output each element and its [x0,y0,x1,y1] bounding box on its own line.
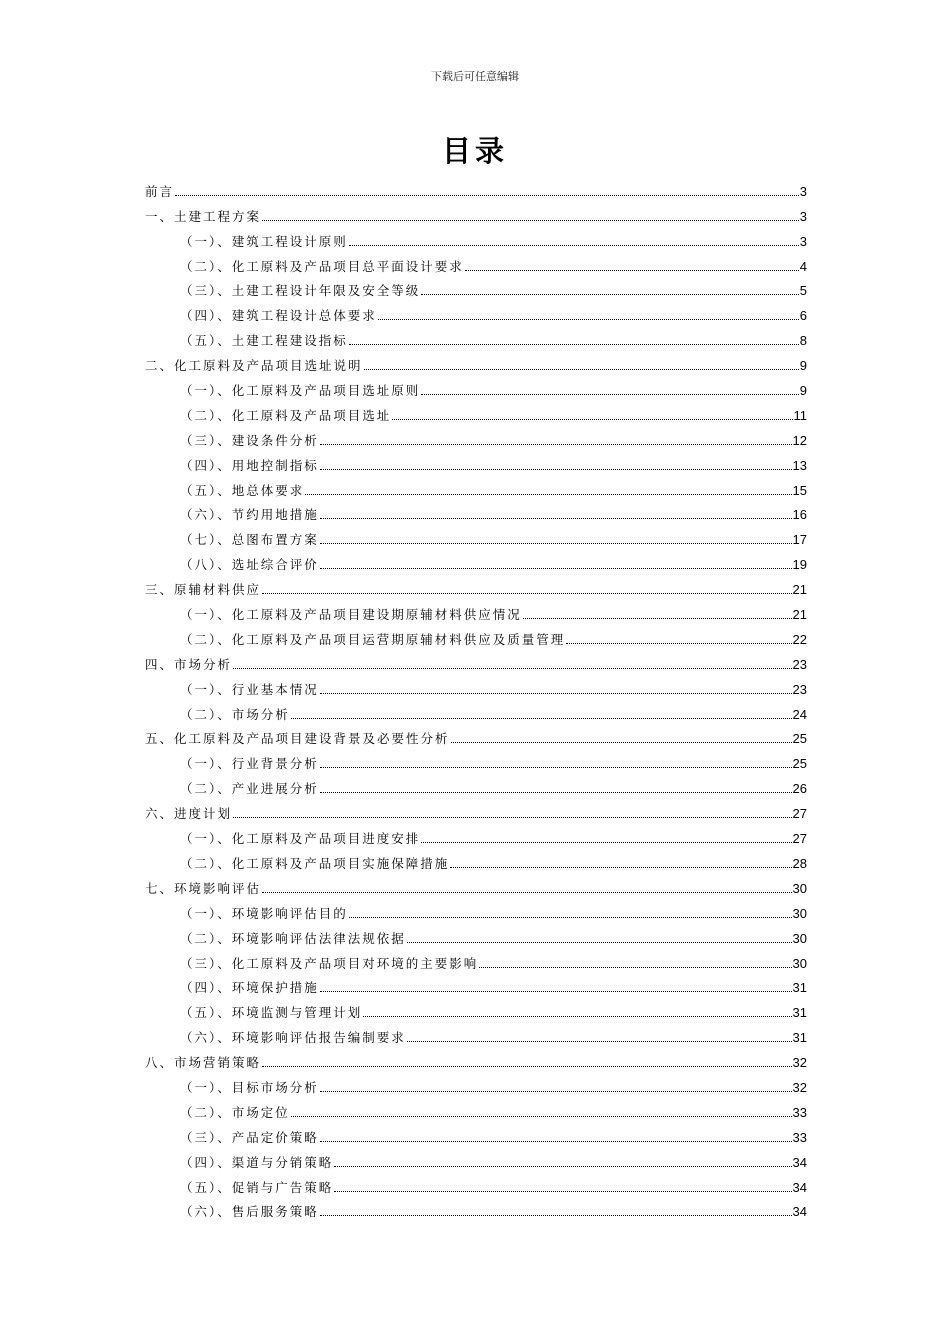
toc-entry-label: （四）、渠道与分销策略 [180,1154,334,1170]
toc-entry-label: （一）、建筑工程设计原则 [180,233,348,249]
toc-dot-leader [320,991,792,992]
toc-dot-leader [305,494,791,495]
toc-entry-page-number: 11 [793,407,807,423]
toc-entry-page-number: 32 [792,1079,807,1095]
toc-entry-label: （三）、产品定价策略 [180,1129,319,1145]
toc-dot-leader [320,792,792,793]
toc-entry[interactable] [145,475,807,500]
toc-dot-leader [320,1215,792,1216]
toc-entry-label: （二）、化工原料及产品项目实施保障措施 [180,855,450,871]
toc-dot-leader [233,817,792,818]
toc-entry[interactable] [145,649,807,674]
toc-entry-page-number: 23 [792,681,807,697]
toc-entry[interactable] [145,798,807,823]
toc-entry-page-number: 32 [792,1055,807,1071]
toc-entry-page-number: 31 [792,1005,807,1021]
toc-dot-leader [407,942,792,943]
toc-entry-page-number: 21 [792,607,807,623]
toc-entry-page-number: 9 [799,383,807,399]
toc-entry-page-number: 33 [792,1104,807,1120]
toc-entry[interactable] [145,1047,807,1072]
toc-entry-label: （五）、环境监测与管理计划 [180,1005,363,1021]
toc-entry[interactable] [145,574,807,599]
toc-dot-leader [407,1041,792,1042]
toc-entry-page-number: 31 [792,980,807,996]
toc-entry[interactable] [145,1097,807,1122]
toc-dot-leader [421,394,799,395]
toc-entry-label: （二）、化工原料及产品项目运营期原辅材料供应及质量管理 [180,631,566,647]
toc-entry-label: 五、化工原料及产品项目建设背景及必要性分析 [145,731,450,747]
toc-entry[interactable] [145,300,807,325]
toc-entry-label: （六）、节约用地措施 [180,507,319,523]
toc-entry-label: （二）、环境影响评估法律法规依据 [180,930,406,946]
toc-entry-label: （一）、化工原料及产品项目建设期原辅材料供应情况 [180,607,522,623]
toc-entry[interactable] [145,848,807,873]
toc-entry-page-number: 8 [799,333,807,349]
toc-dot-leader [334,1191,791,1192]
toc-entry[interactable] [145,176,807,201]
toc-entry[interactable] [145,674,807,699]
toc-entry-page-number: 27 [792,831,807,847]
toc-dot-leader [320,518,792,519]
toc-entry-label: （四）、环境保护措施 [180,980,319,996]
toc-entry-page-number: 30 [792,930,807,946]
toc-entry-page-number: 22 [792,631,807,647]
toc-entry-label: （三）、建设条件分析 [180,432,319,448]
toc-entry-label: （一）、环境影响评估目的 [180,905,348,921]
toc-entry[interactable] [145,1122,807,1147]
toc-entry[interactable] [145,973,807,998]
toc-entry-label: （五）、地总体要求 [180,482,305,498]
toc-entry-page-number: 17 [792,532,807,548]
toc-dot-leader [349,917,792,918]
toc-entry[interactable] [145,724,807,749]
toc-entry-label: 四、市场分析 [145,656,233,672]
toc-entry[interactable] [145,699,807,724]
toc-dot-leader [320,1091,792,1092]
toc-dot-leader [349,245,799,246]
toc-entry-page-number: 21 [792,582,807,598]
toc-entry[interactable] [145,450,807,475]
toc-dot-leader [233,668,792,669]
toc-entry-page-number: 30 [792,905,807,921]
toc-entry-page-number: 25 [792,731,807,747]
toc-entry-label: （四）、用地控制指标 [180,457,319,473]
toc-entry-label: （三）、土建工程设计年限及安全等级 [180,283,421,299]
toc-entry[interactable] [145,251,807,276]
toc-entry-page-number: 5 [799,283,807,299]
toc-entry-page-number: 27 [792,806,807,822]
toc-dot-leader [262,892,792,893]
toc-entry-label: （七）、总图布置方案 [180,532,319,548]
toc-dot-leader [378,319,799,320]
toc-dot-leader [320,693,792,694]
toc-entry-label: 二、化工原料及产品项目选址说明 [145,358,363,374]
toc-entry-page-number: 9 [799,358,807,374]
toc-entry-page-number: 19 [792,557,807,573]
toc-entry-page-number: 4 [799,258,807,274]
toc-entry[interactable] [145,201,807,226]
toc-dot-leader [451,742,792,743]
toc-dot-leader [479,967,791,968]
toc-entry-page-number: 3 [799,233,807,249]
toc-entry-label: （二）、市场定位 [180,1104,290,1120]
toc-dot-leader [523,618,792,619]
toc-dot-leader [262,593,792,594]
toc-entry[interactable] [145,325,807,350]
toc-dot-leader [262,220,799,221]
toc-entry-label: （八）、选址综合评价 [180,557,319,573]
toc-dot-leader [566,643,791,644]
toc-entry[interactable] [145,599,807,624]
toc-dot-leader [349,344,799,345]
toc-entry-page-number: 34 [792,1179,807,1195]
toc-entry-label: 一、土建工程方案 [145,208,262,224]
toc-entry-page-number: 15 [792,482,807,498]
toc-dot-leader [291,718,792,719]
toc-entry-page-number: 3 [799,183,807,199]
toc-dot-leader [421,842,791,843]
toc-entry-page-number: 30 [792,880,807,896]
toc-entry[interactable] [145,549,807,574]
toc-dot-leader [320,543,792,544]
toc-entry-label: （一）、行业背景分析 [180,756,319,772]
toc-entry-label: 六、进度计划 [145,806,233,822]
toc-dot-leader [291,1116,792,1117]
toc-entry[interactable] [145,624,807,649]
toc-entry[interactable] [145,350,807,375]
toc-entry-label: （三）、化工原料及产品项目对环境的主要影响 [180,955,479,971]
toc-entry-label: （二）、化工原料及产品项目选址 [180,407,392,423]
toc-entry[interactable] [145,1072,807,1097]
toc-entry-page-number: 30 [792,955,807,971]
toc-entry-label: （六）、环境影响评估报告编制要求 [180,1030,406,1046]
toc-entry-page-number: 13 [792,457,807,473]
toc-dot-leader [320,444,792,445]
toc-entry-label: （一）、行业基本情况 [180,681,319,697]
toc-entry[interactable] [145,375,807,400]
toc-entry[interactable] [145,226,807,251]
toc-entry[interactable] [145,873,807,898]
toc-entry-page-number: 3 [799,208,807,224]
toc-entry-page-number: 33 [792,1129,807,1145]
toc-entry[interactable] [145,1172,807,1197]
toc-entry-page-number: 23 [792,656,807,672]
toc-entry[interactable] [145,1147,807,1172]
toc-entry[interactable] [145,997,807,1022]
toc-dot-leader [392,419,792,420]
toc-entry-label: 八、市场营销策略 [145,1055,262,1071]
toc-entry-label: 三、原辅材料供应 [145,582,262,598]
toc-entry-label: （六）、售后服务策略 [180,1204,319,1220]
toc-entry-label: （二）、产业进展分析 [180,781,319,797]
toc-entry[interactable] [145,948,807,973]
toc-entry[interactable] [145,1197,807,1222]
toc-entry-page-number: 34 [792,1204,807,1220]
toc-entry-label: （一）、化工原料及产品项目选址原则 [180,383,421,399]
toc-dot-leader [262,1066,792,1067]
page-header-note: 下载后可任意编辑 [431,70,519,83]
toc-entry-page-number: 12 [792,432,807,448]
toc-entry-page-number: 24 [792,706,807,722]
toc-entry[interactable] [145,276,807,301]
toc-dot-leader [363,1016,791,1017]
toc-dot-leader [320,767,792,768]
toc-entry-label: （五）、土建工程建设指标 [180,333,348,349]
toc-entry-label: 七、环境影响评估 [145,880,262,896]
toc-dot-leader [421,294,799,295]
toc-entry-label: 前言 [145,183,175,199]
toc-entry[interactable] [145,898,807,923]
toc-dot-leader [364,369,799,370]
toc-entry-label: （一）、目标市场分析 [180,1079,319,1095]
toc-entry[interactable] [145,748,807,773]
toc-entry[interactable] [145,400,807,425]
toc-entry-label: （二）、化工原料及产品项目总平面设计要求 [180,258,464,274]
toc-dot-leader [320,568,792,569]
toc-entry-page-number: 6 [799,308,807,324]
toc-entry-label: （一）、化工原料及产品项目进度安排 [180,831,421,847]
toc-dot-leader [465,270,799,271]
toc-entry[interactable] [145,425,807,450]
toc-entry[interactable] [145,524,807,549]
toc-dot-leader [320,1141,792,1142]
toc-dot-leader [320,469,792,470]
toc-entry[interactable] [145,823,807,848]
toc-entry-label: （五）、促销与广告策略 [180,1179,334,1195]
toc-dot-leader [450,867,791,868]
toc-dot-leader [175,195,799,196]
table-of-contents [145,176,807,1221]
toc-entry-label: （二）、市场分析 [180,706,290,722]
toc-entry-page-number: 34 [792,1154,807,1170]
toc-entry[interactable] [145,773,807,798]
toc-entry-page-number: 25 [792,756,807,772]
toc-entry[interactable] [145,1022,807,1047]
toc-entry-page-number: 31 [792,1030,807,1046]
toc-entry[interactable] [145,923,807,948]
toc-entry-page-number: 26 [792,781,807,797]
toc-entry-page-number: 16 [792,507,807,523]
toc-entry-label: （四）、建筑工程设计总体要求 [180,308,377,324]
toc-entry[interactable] [145,500,807,525]
page-title: 目录 [441,134,508,168]
toc-dot-leader [334,1166,791,1167]
toc-entry-page-number: 28 [792,855,807,871]
